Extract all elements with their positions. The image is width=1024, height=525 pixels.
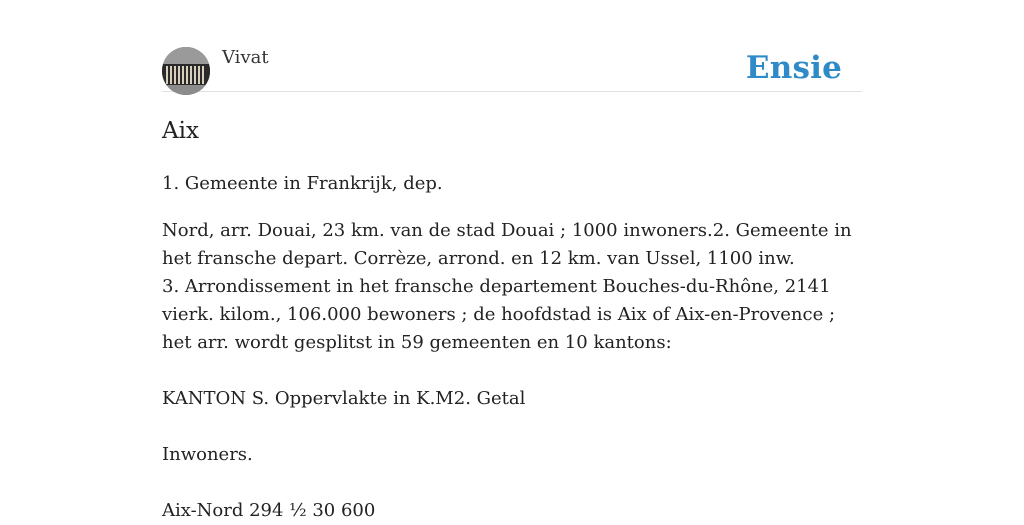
definition-paragraph: 1. Gemeente in Frankrijk, dep. bbox=[162, 173, 443, 194]
brand-logo[interactable]: Ensie bbox=[745, 50, 842, 86]
page-content bbox=[162, 0, 862, 525]
header bbox=[162, 0, 862, 92]
books-avatar-icon bbox=[162, 47, 210, 95]
author-avatar[interactable] bbox=[162, 47, 210, 95]
definition-paragraph: Nord, arr. Douai, 23 km. van de stad Douai ; 1000 inwoners.2. Gemeente in het fransche depart. Corrèze, arrond. en 12 km. van Ussel, 1100 inw. bbox=[162, 220, 852, 269]
table-header-line: Inwoners. bbox=[162, 444, 253, 465]
definition-paragraph: 3. Arrondissement in het fransche departement Bouches-du-Rhône, 2141 vierk. kilom., 106.000 bewoners ; de hoofdstad is Aix of Aix-en-Provence ; het arr. wordt gesplitst in 59 gemeenten en 10 kantons: bbox=[162, 276, 836, 353]
table-header-line: KANTON S. Oppervlakte in K.M2. Getal bbox=[162, 388, 526, 409]
article-title: Aix bbox=[162, 118, 199, 144]
author-name[interactable]: Vivat bbox=[222, 47, 269, 68]
table-row: Aix-Nord 294 ½ 30 600 bbox=[162, 500, 376, 521]
